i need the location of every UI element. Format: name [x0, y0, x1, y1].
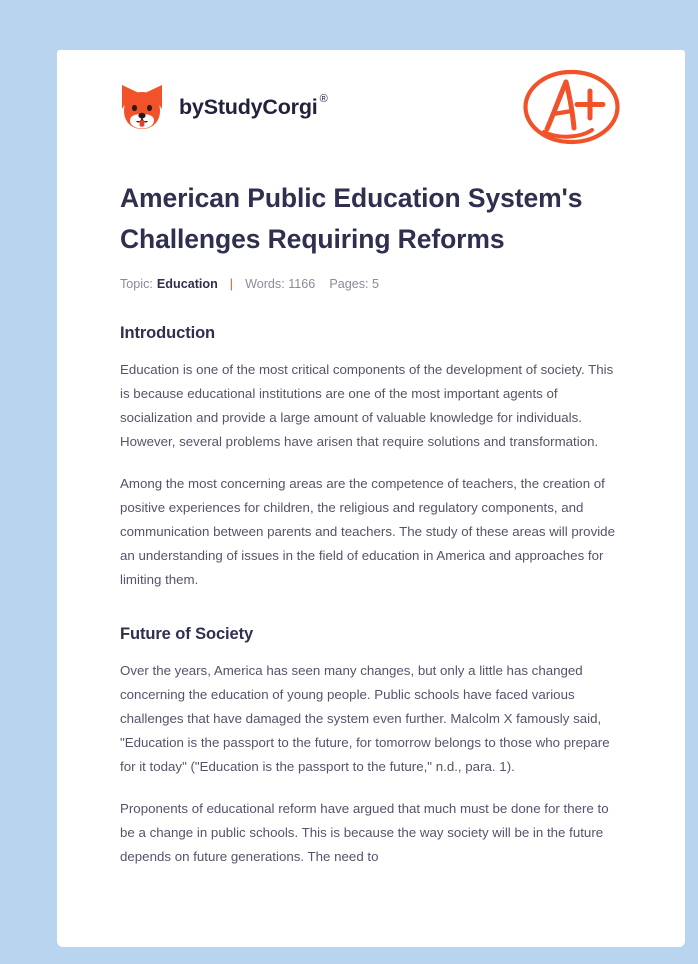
document-meta — [120, 277, 623, 291]
a-plus-circle-icon — [520, 66, 623, 149]
page-count: Pages: 5 — [329, 277, 380, 291]
corgi-face-icon — [120, 83, 164, 131]
paragraph: Over the years, America has seen many changes, but only a little has changed concerning the education of young people. Public schools have faced various challenges that have damaged the system even further. Malcolm X famously said, "Education is the passport to the future, for tomorrow belongs to those who prepare for it today" ("Education is the passport to the future," n.d., para. 1). — [120, 663, 610, 774]
section-heading-future-of-society: Future of Society — [120, 625, 254, 643]
studycorgi-brand[interactable] — [120, 83, 327, 131]
paragraph: Education is one of the most critical components of the development of society. This is because educational institutions are one of the most important agents of socialization and provide a large amount of valuable knowledge for individuals. However, several problems have arisen that require solutions and transformation. — [120, 362, 614, 449]
topic-label: Topic: — [120, 277, 153, 291]
section-heading-introduction: Introduction — [120, 324, 216, 342]
page-title: American Public Education System's Challenges Requiring Reforms — [120, 183, 583, 254]
word-count: Words: 1166 — [245, 277, 316, 291]
registered-trademark-icon: ® — [319, 92, 328, 105]
paragraph: Proponents of educational reform have argued that much must be done for there to be a change in public schools. This is because the way society will be in the future depends on future generations. The need to — [120, 801, 609, 864]
brand-wordmark — [179, 92, 328, 120]
brand-name: StudyCorgi — [203, 94, 318, 119]
topic-value[interactable]: Education — [156, 277, 218, 291]
meta-separator: | — [229, 277, 234, 291]
brand-prefix: by — [179, 94, 204, 119]
document-header — [120, 50, 623, 150]
paragraph: Among the most concerning areas are the competence of teachers, the creation of positive experiences for children, the religious and regulatory components, and communication between parents and teachers. The study of these areas will provide an understanding of issues in the field of education in America and approaches for limiting them. — [120, 476, 615, 587]
document-page-sheet — [57, 50, 685, 947]
